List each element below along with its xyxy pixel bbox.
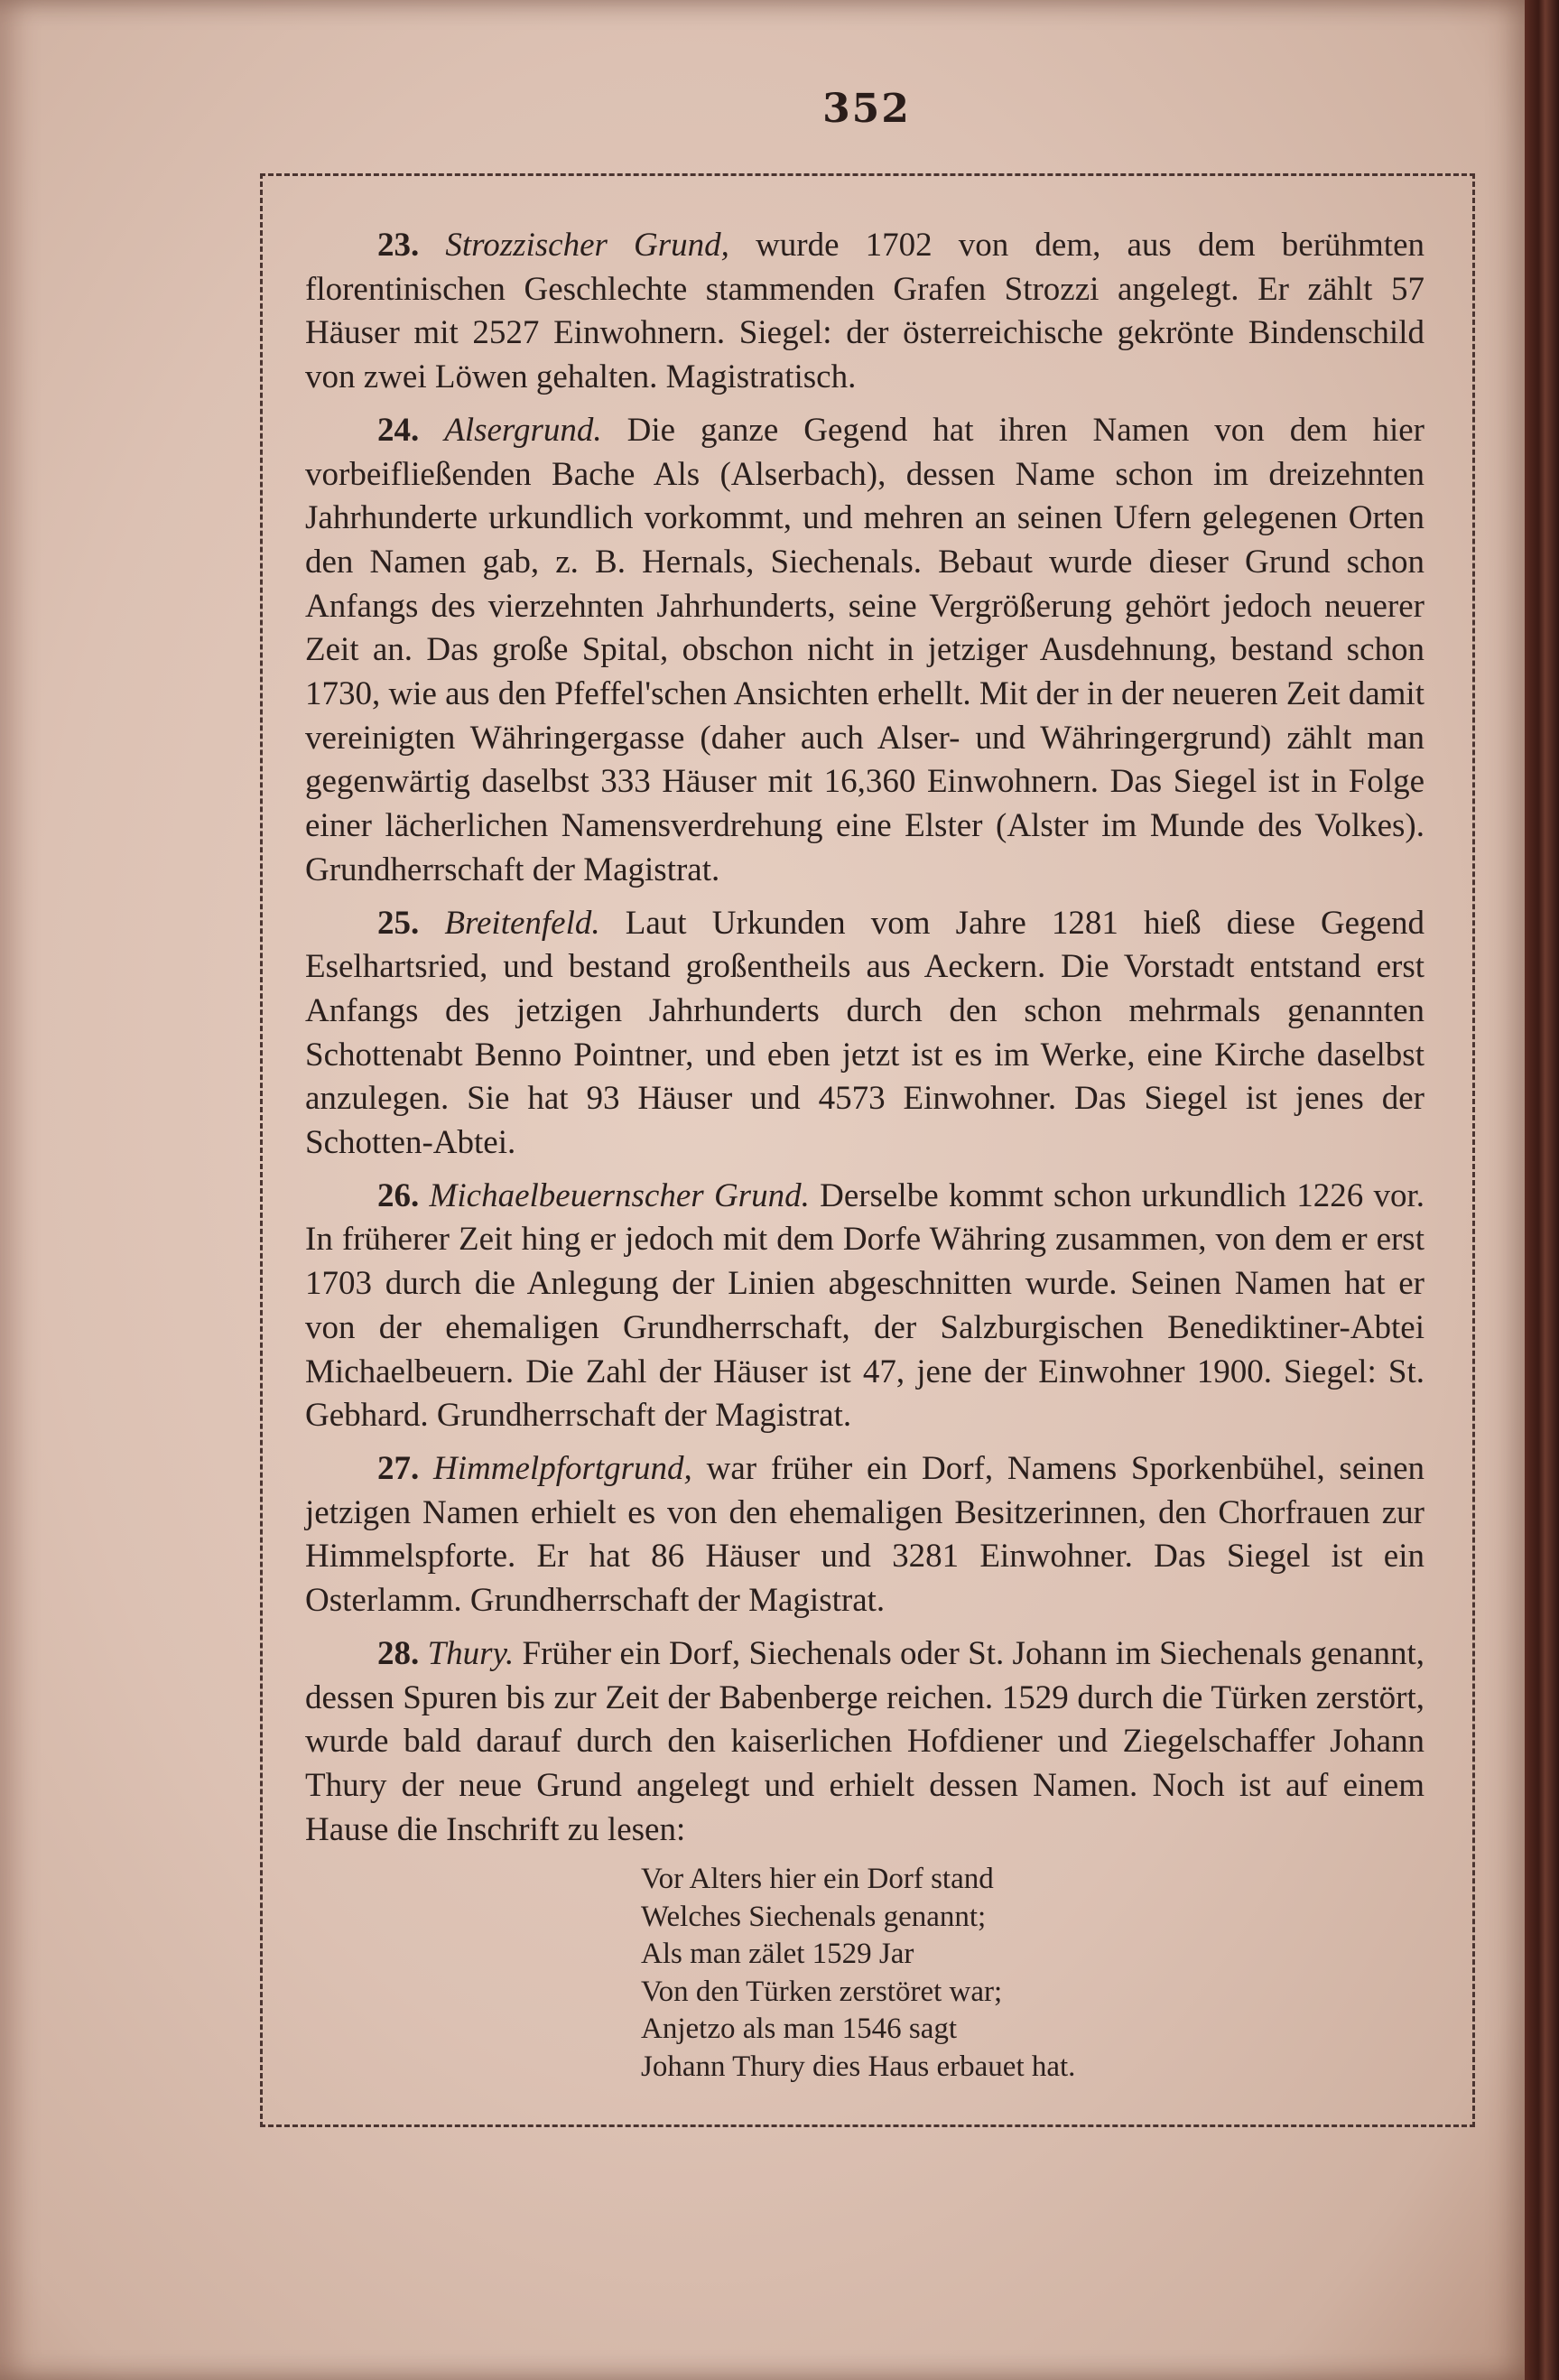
verse-line: Anjetzo als man 1546 sagt — [641, 2013, 958, 2046]
entry-number: 24. — [377, 411, 420, 449]
entry-28 — [305, 1632, 1424, 1853]
verse-line: Welches Siechenals genannt; — [641, 1900, 987, 1933]
entry-title: Alsergrund. — [444, 411, 602, 449]
entry-text: Laut Urkunden vom Jahre 1281 hieß diese Gegend Eselhartsried, und bestand großentheils aus Aeckern. Die Vorstadt entstand erst Anfangs des jetzigen Jahrhunderts durch den schon mehrmals genannten Schottenabt Benno Pointner, und eben jetzt ist es im Werke, eine Kirche daselbst anzulegen. Sie hat 93 Häuser und 4573 Einwohner. Das Siegel ist jenes der Schotten-Abtei. — [305, 904, 1425, 1162]
verse-line: Als man zälet 1529 Jar — [641, 1938, 914, 1971]
entry-text: Früher ein Dorf, Siechenals oder St. Johann im Siechenals genannt, dessen Spuren bis zur Zeit der Babenberge reichen. 1529 durch die Türken zerstört, wurde bald darauf durch den kaiserlichen Hofdiener und Ziegelschaffer Johann Thury der neue Grund angelegt und erhielt dessen Namen. Noch ist auf einem Hause die Inschrift zu lesen: — [305, 1634, 1425, 1848]
entry-25 — [305, 902, 1424, 1166]
verse-line: Von den Türken zerstöret war; — [641, 1975, 1003, 2008]
book-binding-edge — [1525, 0, 1559, 2380]
inscription-verse — [641, 1861, 1424, 2086]
entry-number: 25. — [377, 904, 420, 942]
entry-27 — [305, 1447, 1424, 1623]
entry-title: Thury. — [427, 1634, 515, 1672]
entry-title: Michaelbeuernscher Grund. — [429, 1176, 810, 1214]
entry-24 — [305, 409, 1424, 893]
entry-title: Himmelpfortgrund, — [433, 1449, 692, 1487]
entry-text: Derselbe kommt schon urkundlich 1226 vor. In früherer Zeit hing er jedoch mit dem Dorfe Währing zusammen, von dem er erst 1703 durch die Anlegung der Linien abgeschnitten wurde. Seinen Namen hat er von der ehemaligen Grundherrschaft, der Salzburgischen Benediktiner-Abtei Michaelbeuern. Die Zahl der Häuser ist 47, jene der Einwohner 1900. Siegel: St. Gebhard. Grundherrschaft der Magistrat. — [305, 1176, 1425, 1435]
entry-title: Strozzischer Grund, — [445, 227, 729, 264]
entry-number: 26. — [377, 1176, 420, 1214]
page-number: 352 — [822, 86, 911, 132]
entry-26 — [305, 1175, 1424, 1438]
entry-number: 23. — [377, 227, 420, 264]
verse-line: Vor Alters hier ein Dorf stand — [641, 1863, 994, 1896]
entry-23 — [305, 224, 1424, 400]
entry-number: 28. — [377, 1634, 420, 1672]
entry-text: Die ganze Gegend hat ihren Namen von dem hier vorbeifließenden Bache Als (Alserbach), dessen Name schon im dreizehnten Jahrhunderte urkundlich vorkommt, und mehren an seinen Ufern gelegenen Orten den Namen gab, z. B. Hernals, Siechenals. Bebaut wurde dieser Grund schon Anfangs des vierzehnten Jahrhunderts, seine Vergrößerung gehört jedoch neuerer Zeit an. Das große Spital, obschon nicht in jetziger Ausdehnung, bestand schon 1730, wie aus den Pfeffel'schen Ansichten erhellt. Mit der in der neueren Zeit damit vereinigten Währingergasse (daher auch Alser- und Währingergrund) zählt man gegenwärtig daselbst 333 Häuser mit 16,360 Einwohnern. Das Siegel ist in Folge einer lächerlichen Namensverdrehung eine Elster (Alster im Munde des Volkes). Grundherrschaft der Magistrat. — [305, 411, 1424, 888]
verse-line: Johann Thury dies Haus erbauet hat. — [641, 2050, 1076, 2083]
entry-title: Breitenfeld. — [444, 904, 600, 942]
entry-text: war früher ein Dorf, Namens Sporkenbühel, seinen jetzigen Namen erhielt es von den ehemaligen Besitzerinnen, den Chorfrauen zur Himmelspforte. Er hat 86 Häuser und 3281 Einwohner. Das Siegel ist ein Osterlamm. Grundherrschaft der Magistrat. — [305, 1449, 1425, 1620]
entry-number: 27. — [377, 1449, 420, 1487]
entry-text: wurde 1702 von dem, aus dem berühmten florentinischen Geschlechte stammenden Grafen Strozzi angelegt. Er zählt 57 Häuser mit 2527 Einwohnern. Siegel: der österreichische gekrönte Bindenschild von zwei Löwen gehalten. Magistratisch. — [305, 227, 1425, 396]
page-body — [305, 224, 1424, 2086]
